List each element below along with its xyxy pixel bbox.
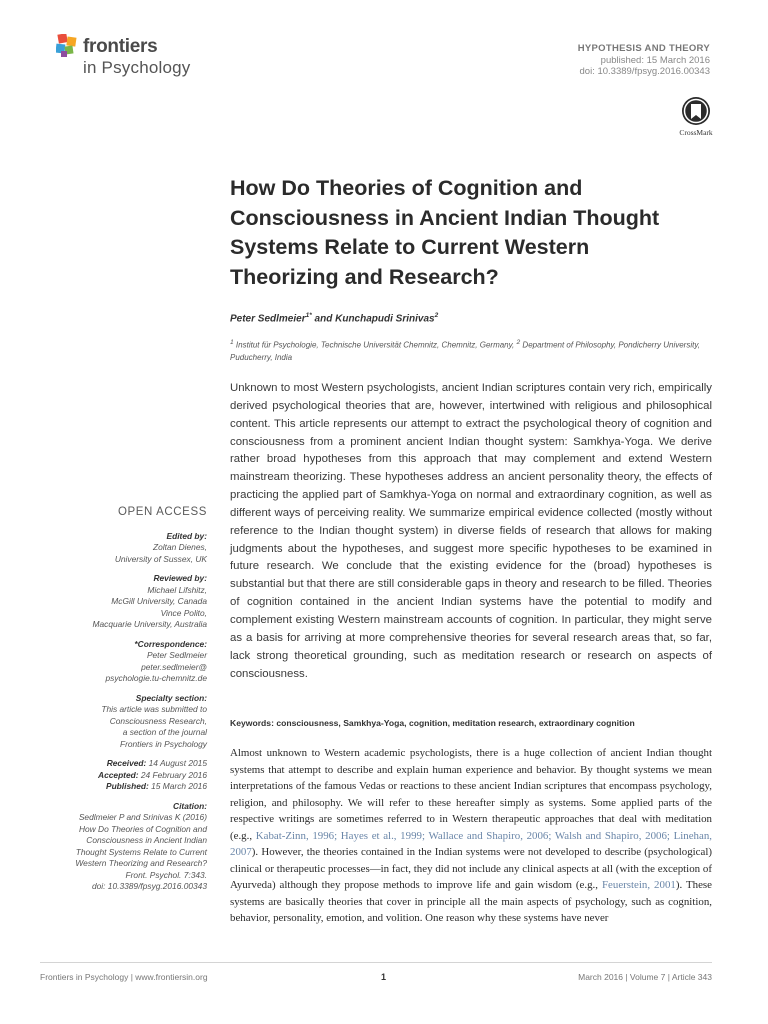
correspondence-email-part1[interactable]: peter.sedlmeier@ xyxy=(141,661,207,672)
author-1[interactable]: Peter Sedlmeier xyxy=(230,313,306,325)
editor-section xyxy=(40,531,207,566)
body-paragraph-part-1: Almost unknown to Western academic psychologists, there is a huge collection of ancient Indian thought systems that attempt to describe and explain human experience and behavior. By thought systems we mean interpretations of the famous Vedas or reactions to these ancient Indian scriptures that encompass psychology, religion, and philosophy. We will refer to these hereafter simply as systems. Some applied parts of the respective writings are sometimes referred to in Western therapeutic approaches that deal with meditation (e.g., xyxy=(230,747,712,842)
dates-section xyxy=(40,758,207,793)
received-value: 14 August 2015 xyxy=(146,758,207,768)
editor-affiliation: University of Sussex, UK xyxy=(114,553,207,564)
specialty-section xyxy=(40,693,207,751)
keywords-label: Keywords: xyxy=(230,718,277,728)
article-header-info xyxy=(578,43,710,78)
received-label: Received: xyxy=(106,758,147,768)
reviewer-1-affiliation: McGill University, Canada xyxy=(111,596,207,606)
accepted-value: 24 February 2016 xyxy=(138,769,207,780)
frontiers-logo-icon xyxy=(56,34,80,58)
correspondence-name: Peter Sedlmeier xyxy=(146,650,207,660)
journal-logo xyxy=(56,32,206,82)
correspondence-heading: *Correspondence: xyxy=(134,638,207,649)
published-value: 15 March 2016 xyxy=(148,781,207,791)
published-label: Published: xyxy=(105,781,149,791)
received-date xyxy=(40,758,207,770)
affiliation-1: Institut für Psychologie, Technische Universität Chemnitz, Chemnitz, Germany, xyxy=(233,340,517,350)
article-sidebar xyxy=(40,507,207,901)
affiliation-2: Department of Philosophy, Pondicherry University, Puducherry, India xyxy=(230,340,700,362)
citation-doi[interactable]: doi: 10.3389/fpsyg.2016.00343 xyxy=(91,881,207,891)
citation-heading: Citation: xyxy=(173,800,207,811)
affil-marker-2: 2 xyxy=(516,339,521,346)
affil-marker-1: 1 xyxy=(230,339,234,346)
specialty-line-3: a section of the journal xyxy=(122,727,207,737)
accepted-date xyxy=(40,770,207,782)
keywords-text: consciousness, Samkhya-Yoga, cognition, meditation research, extraordinary cognition xyxy=(276,718,635,728)
body-paragraph-part-3: ). These systems are basically theories that cover in principle all the main aspects of psychology, such as cognition, behavior, personality, emotion, and volition. One reason why these systems have never xyxy=(230,879,712,924)
edited-by-heading: Edited by: xyxy=(166,530,207,541)
citation-line-4: Thought Systems Relate to Current xyxy=(75,846,207,857)
reviewed-by-heading: Reviewed by: xyxy=(153,573,207,583)
footer-issue-info: March 2016 | Volume 7 | Article 343 xyxy=(578,972,712,982)
correspondence-section xyxy=(40,639,207,685)
citation-link-group-1[interactable]: Kabat-Zinn, 1996; Hayes et al., 1999; Wallace and Shapiro, 2006; Walsh and Shapiro, 2006; Linehan, 2007 xyxy=(230,829,713,858)
reviewer-1-name[interactable]: Michael Lifshitz, xyxy=(147,584,207,595)
author-2-affil-marker: 2 xyxy=(434,312,439,319)
reviewers-section xyxy=(40,573,207,631)
specialty-line-4: Frontiers in Psychology xyxy=(119,738,207,749)
reviewer-2-affiliation: Macquarie University, Australia xyxy=(92,619,207,629)
header-doi[interactable]: doi: 10.3389/fpsyg.2016.00343 xyxy=(579,66,710,77)
editor-name[interactable]: Zoltan Dienes, xyxy=(153,542,207,552)
citation-link-feuerstein[interactable]: Feuerstein, 2001 xyxy=(601,879,676,891)
citation-line-3: Consciousness in Ancient Indian xyxy=(86,835,207,845)
specialty-line-2: Consciousness Research, xyxy=(109,715,207,726)
affiliations xyxy=(230,337,720,364)
citation-line-6: Front. Psychol. 7:343. xyxy=(125,869,207,880)
citation-line-2: How Do Theories of Cognition and xyxy=(78,823,207,834)
author-1-affil-marker: 1* xyxy=(305,312,312,319)
article-type: HYPOTHESIS AND THEORY xyxy=(577,43,710,54)
crossmark-icon xyxy=(673,96,719,128)
crossmark-badge[interactable] xyxy=(673,96,719,140)
crossmark-label: CrossMark xyxy=(679,128,713,137)
author-conjunction: and xyxy=(311,313,336,325)
body-text xyxy=(230,745,712,927)
specialty-heading: Specialty section: xyxy=(135,692,207,703)
logo-word-journal: in Psychology xyxy=(83,58,191,77)
article-title: How Do Theories of Cognition and Consciousness in Ancient Indian Thought Systems Relate to Current Western Theorizing and Research? xyxy=(230,176,660,289)
published-date-sidebar xyxy=(40,781,207,793)
author-list xyxy=(230,312,438,324)
citation-line-5: Western Theorizing and Research? xyxy=(75,858,207,868)
accepted-label: Accepted: xyxy=(98,769,139,780)
citation-line-1: Sedlmeier P and Srinivas K (2016) xyxy=(78,812,207,822)
correspondence-email-part2[interactable]: psychologie.tu-chemnitz.de xyxy=(105,673,207,683)
footer-divider xyxy=(40,962,712,963)
footer-journal-link[interactable]: Frontiers in Psychology | www.frontiersin.org xyxy=(40,972,208,982)
page-number: 1 xyxy=(381,972,387,982)
specialty-line-1: This article was submitted to xyxy=(101,704,207,714)
reviewer-2-name[interactable]: Vince Polito, xyxy=(160,607,207,618)
logo-word-frontiers: frontiers xyxy=(83,36,158,57)
body-paragraph-part-2: ). However, the theories contained in the Indian systems were not developed to describe (psychological) clinical or therapeutic processes—in fact, they did not include any clinical aspects at all (with the exception of Ayurveda) although they propose methods to improve life and gain wisdom (e.g., xyxy=(230,846,712,891)
citation-section xyxy=(40,801,207,893)
published-date: published: 15 March 2016 xyxy=(600,54,710,66)
abstract: Unknown to most Western psychologists, ancient Indian scriptures contain very rich, empirically derived psychological theories that are, however, intertwined with religious and philosophical content. This article represents our attempt to extract the psychological theory of cognition and consciousness from a prominent ancient Indian thought system: Samkhya-Yoga. We derive rather broad hypotheses from this approach that may complement and extend Western mainstream theorizing. These hypotheses address an ancient personality theory, the effects of practicing the applied part of Samkhya-Yoga on normal and extraordinary cognition, as well as different ways of perceiving reality. We summarize empirical evidence collected (mostly without reference to the Indian thought system) in diverse fields of research that allows for making judgments about the hypotheses, and suggest more specific hypotheses to be examined in future research. We conclude that the existing evidence for the (broad) hypotheses is substantial but that there are still considerable gaps in theory and research to be filled. Theories of cognition contained in the ancient Indian systems have the potential to modify and complement existing Western mainstream accounts of cognition. In particular, they might serve as a basis for arriving at more comprehensive theories for several research areas that, so far, lack strong theoretical grounding, such as meditation research or research on aspects of consciousness. xyxy=(230,382,712,680)
author-2[interactable]: Kunchapudi Srinivas xyxy=(335,313,435,325)
open-access-label: OPEN ACCESS xyxy=(117,506,207,518)
keywords xyxy=(230,718,635,728)
